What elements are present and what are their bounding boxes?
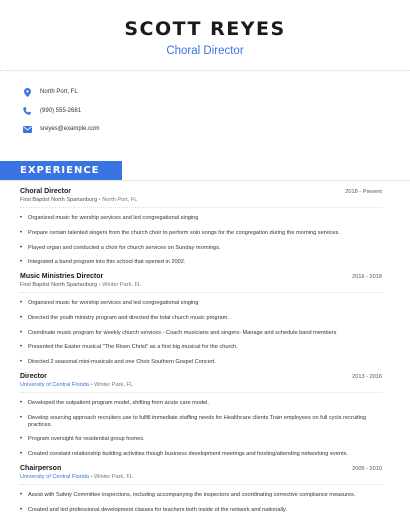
job-location: Winter Park, FL xyxy=(102,281,142,288)
job-bullet: • Organized music for worship services and led congregational singing xyxy=(20,300,382,307)
job-entry xyxy=(20,373,382,459)
contact-location xyxy=(22,83,410,101)
job-bullet: • Coordinate music program for weekly church services - Coach musicians and singers- Manage and schedule band members xyxy=(20,330,382,337)
job-org: First Baptist North Spartanburg xyxy=(20,197,98,203)
job-org: First Baptist North Spartanburg xyxy=(20,281,98,288)
job-bullet: • Directed the youth ministry program and directed the total church music program. xyxy=(20,315,382,322)
job-org-line: University of Central Florida • Winter Park, FL xyxy=(20,473,133,480)
candidate-name: SCOTT REYES xyxy=(124,18,286,40)
job-org-line: First Baptist North Spartanburg • Winter Park, FL xyxy=(20,281,142,288)
job-bullet: • Assist with Safety Committee inspections, including accompanying the inspectors and coordinating corrective compliance measures. xyxy=(20,492,382,499)
job-dates: 2005 - 2010 xyxy=(352,465,382,472)
job-entry xyxy=(20,273,382,366)
job-bullet: • Created constant relationship building activities though business development meetings and hosting/attending networking events. xyxy=(20,451,382,458)
job-divider xyxy=(20,392,382,393)
job-org: University of Central Florida xyxy=(20,473,90,480)
job-dates: 2016 - 2018 xyxy=(352,273,382,280)
section-title: EXPERIENCE xyxy=(0,161,122,180)
job-location: Winter Park, FL xyxy=(94,381,133,388)
job-title: Chairperson xyxy=(20,464,62,472)
job-bullet: • Presented the Easter musical "The Risen Christ" as a first big musical for the church. xyxy=(20,344,382,351)
location-pin-icon xyxy=(22,87,32,97)
job-bullet: • Integrated a band program into this school that opened in 2002. xyxy=(20,259,382,266)
job-title: Choral Director xyxy=(20,188,71,195)
contact-email[interactable] xyxy=(22,120,410,138)
job-dates: 2018 - Present xyxy=(345,189,382,195)
job-title: Music Ministries Director xyxy=(20,272,104,280)
job-org-line: University of Central Florida • Winter Park, FL xyxy=(20,381,133,388)
section-rule xyxy=(0,180,410,181)
job-divider xyxy=(20,207,382,208)
job-bullet: • Prepare certain talented singers from the church choir to perform solo songs for the congregation during the morning services. xyxy=(20,230,382,237)
contact-phone xyxy=(22,102,410,120)
phone-icon xyxy=(22,106,32,116)
job-org: University of Central Florida xyxy=(20,381,90,388)
job-dates: 2013 - 2016 xyxy=(352,373,382,380)
contact-list xyxy=(0,71,410,138)
job-title: Director xyxy=(20,372,47,380)
experience-section-header xyxy=(0,160,410,181)
job-divider xyxy=(20,484,382,485)
contact-email-text[interactable]: sreyes@example.com xyxy=(40,126,100,132)
job-entry xyxy=(20,188,382,266)
job-bullet: • Developed the outpatient program model, shifting from acute care model. xyxy=(20,400,382,407)
job-bullet: • Created and led professional development classes for teachers both inside of the network and nationally. xyxy=(20,507,382,514)
experience-list xyxy=(0,188,410,520)
email-icon xyxy=(22,124,32,134)
job-bullet: • Directed 2 seasonal mini-musicals and one Choir Southern Gospel Concert. xyxy=(20,359,382,366)
job-divider xyxy=(20,292,382,293)
contact-phone-text: (990) 555-2681 xyxy=(40,107,82,114)
candidate-role: Choral Director xyxy=(166,45,244,57)
job-bullet: • Played organ and conducted a choir for church services on Sunday mornings. xyxy=(20,245,382,252)
contact-location-text: North Port, FL xyxy=(40,89,78,95)
job-entry xyxy=(20,465,382,514)
job-location: Winter Park, FL xyxy=(94,473,133,480)
job-location: North Port, FL xyxy=(102,197,138,203)
job-bullet: • Organized music for worship services and led congregational singing xyxy=(20,215,382,222)
job-bullet: • Develop sourcing approach recruiters use to fulfill immediate staffing needs for Healthcare clients Train employees on full cycle recruiting practices. xyxy=(20,415,382,429)
job-bullet: • Program oversight for residential group homes. xyxy=(20,436,382,443)
resume-header xyxy=(0,0,410,57)
job-org-line: First Baptist North Spartanburg • North Port, FL xyxy=(20,197,138,203)
